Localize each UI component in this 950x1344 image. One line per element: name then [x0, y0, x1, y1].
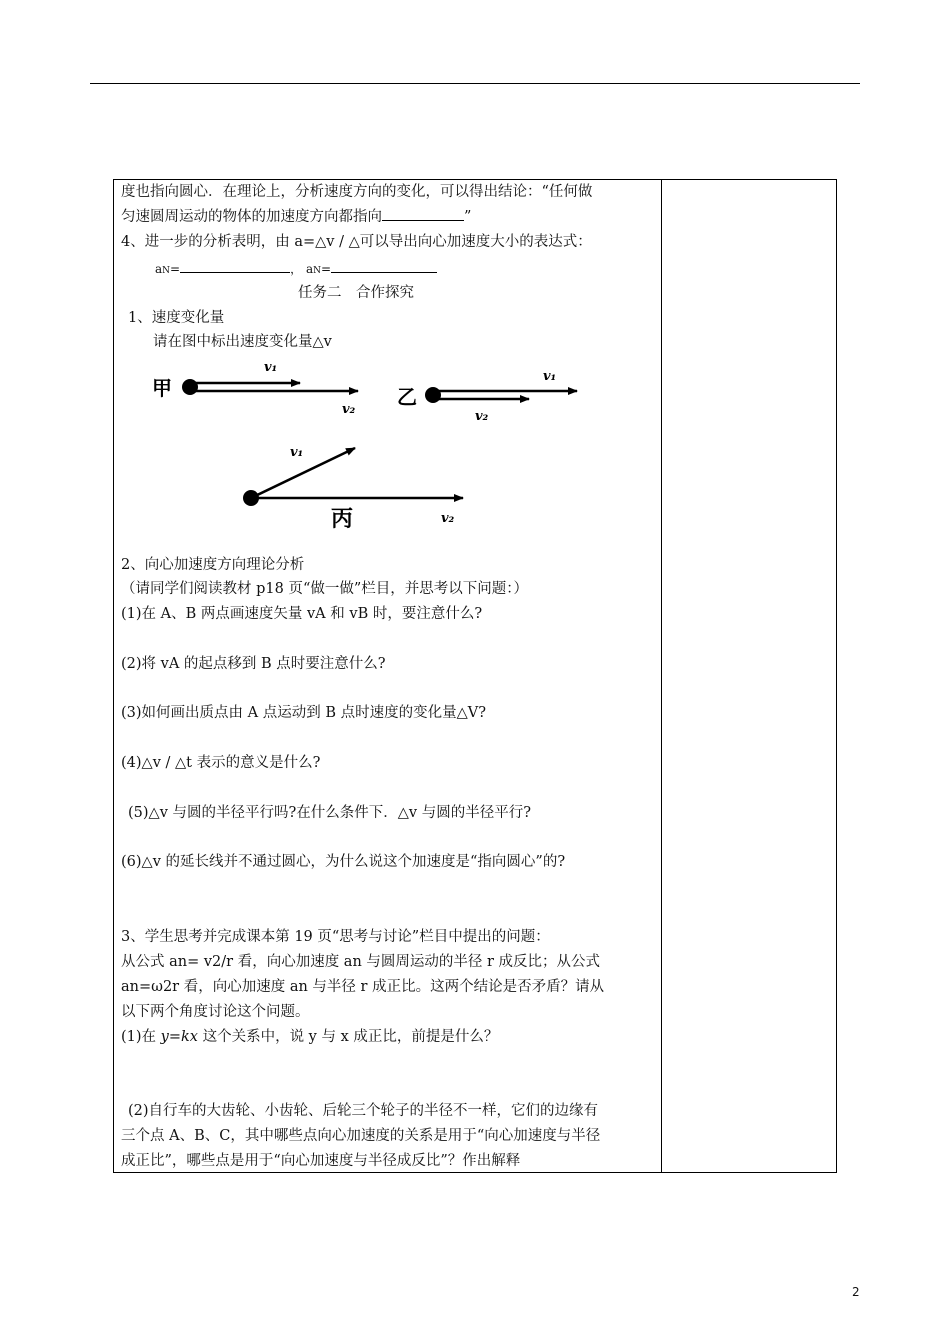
particle-dot — [182, 379, 198, 395]
label-v1: v₁ — [264, 360, 278, 375]
label-v2: v₂ — [342, 402, 356, 417]
question-1: (1)在 A、B 两点画速度矢量 vA 和 vB 时，要注意什么? — [121, 606, 483, 622]
section-3-line-2: an=ω2r 看，向心加速度 an 与半径 r 成正比。这两个结论是否矛盾？请从 — [121, 979, 605, 995]
formula-line: aN= ， aN= — [155, 260, 437, 280]
label-v1: v₁ — [543, 369, 557, 384]
section-1-prompt: 请在图中标出速度变化量△v — [153, 334, 332, 350]
sub-question-2-line-3: 成正比”，哪些点是用于“向心加速度与半径成反比”？作出解释 — [121, 1153, 521, 1169]
question-3: (3)如何画出质点由 A 点运动到 B 点时速度的变化量△V? — [121, 705, 486, 721]
question-5: (5)△v 与圆的半径平行吗?在什么条件下．△v 与圆的半径平行? — [128, 805, 531, 821]
section-2-heading: 2、向心加速度方向理论分析 — [121, 557, 305, 573]
question-6: (6)△v 的延长线并不通过圆心，为什么说这个加速度是“指向圆心”的? — [121, 854, 566, 870]
velocity-figure-jia — [150, 355, 370, 425]
question-2: (2)将 vA 的起点移到 B 点时要注意什么? — [121, 656, 386, 672]
label-v2: v₂ — [475, 409, 489, 424]
particle-dot — [425, 387, 441, 403]
sub-question-2-line-2: 三个点 A、B、C，其中哪些点向心加速度的关系是用于“向心加速度与半径 — [121, 1128, 601, 1144]
page-number: 2 — [852, 1285, 860, 1299]
task-title: 任务二 合作探究 — [298, 285, 414, 301]
velocity-figure-bing — [235, 438, 475, 530]
label-jia: 甲 — [152, 376, 172, 400]
section-1-heading: 1、速度变化量 — [128, 310, 225, 326]
section-3-line-3: 以下两个角度讨论这个问题。 — [121, 1004, 310, 1020]
text-line-2: 匀速圆周运动的物体的加速度方向都指向 ” — [121, 209, 472, 225]
answer-blank[interactable] — [382, 208, 464, 221]
label-v1: v₁ — [290, 445, 304, 460]
worksheet-table — [113, 179, 837, 1173]
sub-question-1: (1)在 y=kx 这个关系中，说 y 与 x 成正比，前提是什么？ — [121, 1029, 499, 1045]
formula-blank-2[interactable] — [331, 260, 437, 273]
question-4: (4)△v / △t 表示的意义是什么? — [121, 755, 321, 771]
table-column-divider — [661, 179, 662, 1173]
header-rule — [90, 83, 860, 84]
sub-question-2-line-1: (2)自行车的大齿轮、小齿轮、后轮三个轮子的半径不一样，它们的边缘有 — [128, 1103, 599, 1119]
section-2-note: （请同学们阅读教材 p18 页“做一做”栏目，并思考以下问题：） — [121, 581, 529, 597]
velocity-figure-yi — [395, 362, 595, 432]
text-line-1: 度也指向圆心．在理论上，分析速度方向的变化，可以得出结论：“任何做 — [121, 184, 593, 200]
section-3-heading: 3、学生思考并完成课本第 19 页“思考与讨论”栏目中提出的问题： — [121, 929, 550, 945]
section-3-line-1: 从公式 an= v2/r 看，向心加速度 an 与圆周运动的半径 r 成反比；从公式 — [121, 954, 601, 970]
label-yi: 乙 — [397, 385, 417, 409]
formula-blank-1[interactable] — [180, 260, 290, 273]
text-line-3: 4、进一步的分析表明，由 a=△v / △可以导出向心加速度大小的表达式： — [121, 234, 592, 250]
label-v2: v₂ — [441, 511, 455, 526]
label-bing: 丙 — [331, 506, 354, 532]
